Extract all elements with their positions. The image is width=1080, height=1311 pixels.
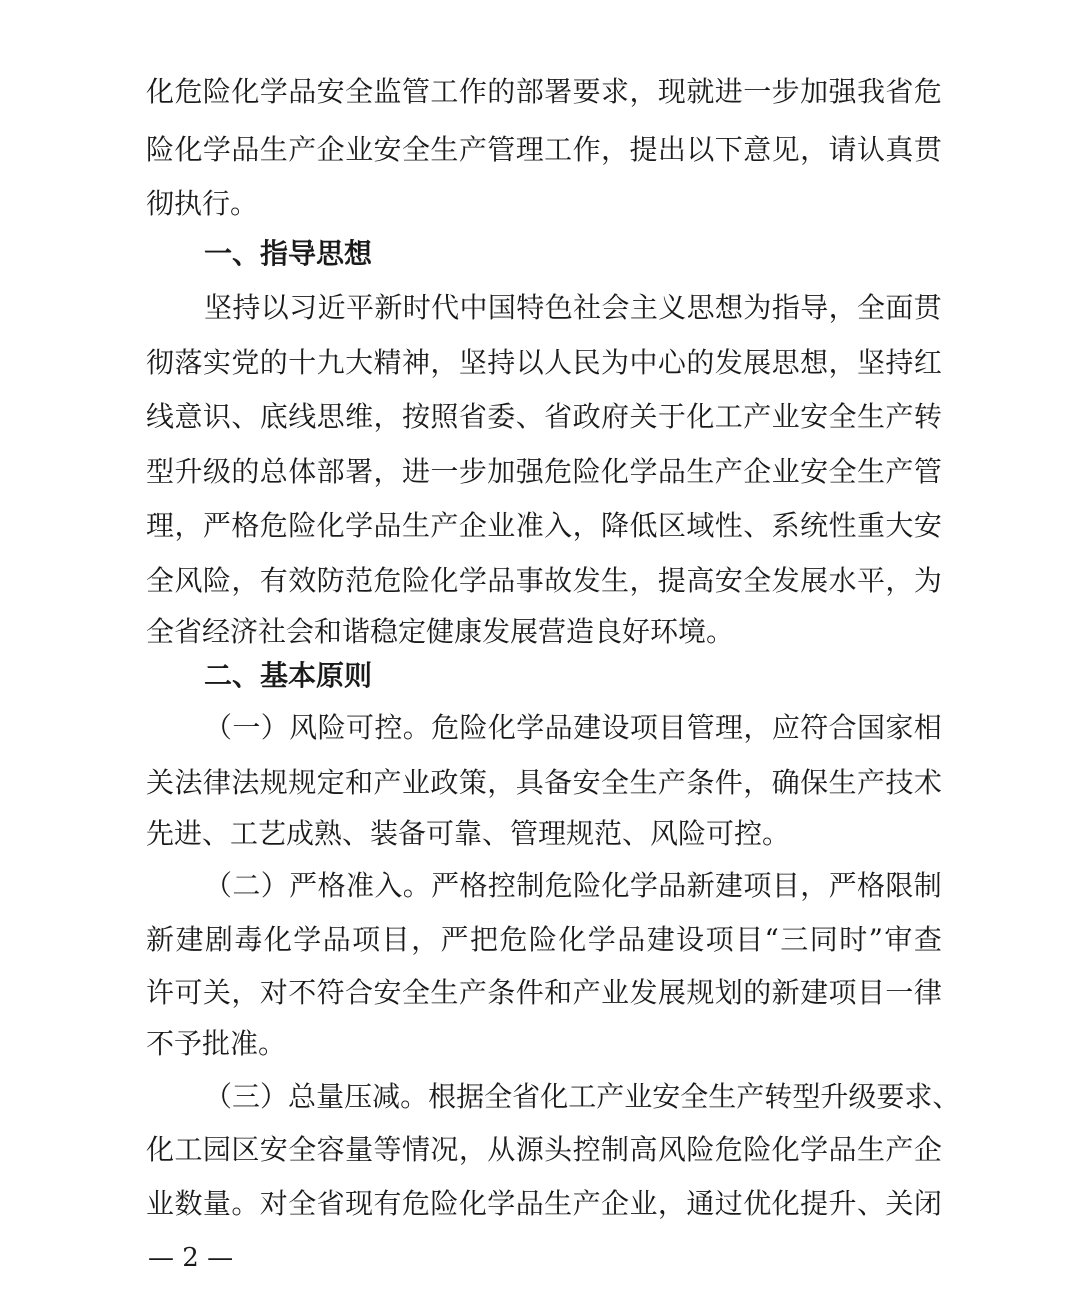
item2-line-1: （ 二 ） 严 格 准 入 。 严 格 控 制 危 险 化 学 品 新 建 项 目 ， 严 格 限 制 xyxy=(204,869,942,902)
item1-line-1: （ 一 ） 风 险 可 控 。 危 险 化 学 品 建 设 项 目 管 理 ， 应 符 合 国 家 相 xyxy=(204,711,942,744)
intro-line-1: 化 危 险 化 学 品 安 全 监 管 工 作 的 部 署 要 求 ， 现 就 进 一 步 加 强 我 省 危 xyxy=(146,75,942,108)
section1-line-6: 全 风 险 ， 有 效 防 范 危 险 化 学 品 事 故 发 生 ， 提 高 安 全 发 展 水 平 ， 为 xyxy=(146,564,942,597)
section1-line-2: 彻 落 实 党 的 十 九 大 精 神 ， 坚 持 以 人 民 为 中 心 的 发 展 思 想 ， 坚 持 红 xyxy=(146,346,942,379)
intro-line-2: 险 化 学 品 生 产 企 业 安 全 生 产 管 理 工 作 ， 提 出 以 下 意 见 ， 请 认 真 贯 xyxy=(146,133,942,166)
item2-line-3: 许 可 关 ， 对 不 符 合 安 全 生 产 条 件 和 产 业 发 展 规 划 的 新 建 项 目 一 律 xyxy=(146,976,942,1009)
section1-line-3: 线 意 识 、 底 线 思 维 ， 按 照 省 委 、 省 政 府 关 于 化 工 产 业 安 全 生 产 转 xyxy=(146,400,942,433)
item3-line-3: 业 数 量 。 对 全 省 现 有 危 险 化 学 品 生 产 企 业 ， 通 过 优 化 提 升 、 关 闭 xyxy=(146,1187,942,1220)
section-heading-guiding-ideology: 一、指导思想 xyxy=(204,237,373,270)
section-heading-basic-principles: 二、基本原则 xyxy=(204,659,373,692)
section1-line-7: 全省经济社会和谐稳定健康发展营造良好环境。 xyxy=(146,615,735,648)
item1-line-3: 先进、工艺成熟、装备可靠、管理规范、风险可控。 xyxy=(146,817,791,850)
section1-line-5: 理 ， 严 格 危 险 化 学 品 生 产 企 业 准 入 ， 降 低 区 域 性 、 系 统 性 重 大 安 xyxy=(146,509,942,542)
item2-line-4: 不予批准。 xyxy=(146,1027,287,1060)
item2-line-2: 新 建 剧 毒 化 学 品 项 目 ， 严 把 危 险 化 学 品 建 设 项 目 “ 三 同 时 ” 审 查 xyxy=(146,923,942,956)
section1-line-4: 型 升 级 的 总 体 部 署 ， 进 一 步 加 强 危 险 化 学 品 生 产 企 业 安 全 生 产 管 xyxy=(146,455,942,488)
item3-line-1: （ 三 ） 总 量 压 减 。 根 据 全 省 化 工 产 业 安 全 生 产 转 型 升 级 要 求 、 xyxy=(204,1080,961,1113)
section1-line-1: 坚 持 以 习 近 平 新 时 代 中 国 特 色 社 会 主 义 思 想 为 指 导 ， 全 面 贯 xyxy=(204,291,942,324)
page-number: — 2 — xyxy=(148,1243,234,1273)
item3-line-2: 化 工 园 区 安 全 容 量 等 情 况 ， 从 源 头 控 制 高 风 险 危 险 化 学 品 生 产 企 xyxy=(146,1133,942,1166)
item1-line-2: 关 法 律 法 规 规 定 和 产 业 政 策 ， 具 备 安 全 生 产 条 件 ， 确 保 生 产 技 术 xyxy=(146,766,942,799)
intro-line-3: 彻执行。 xyxy=(146,187,259,220)
